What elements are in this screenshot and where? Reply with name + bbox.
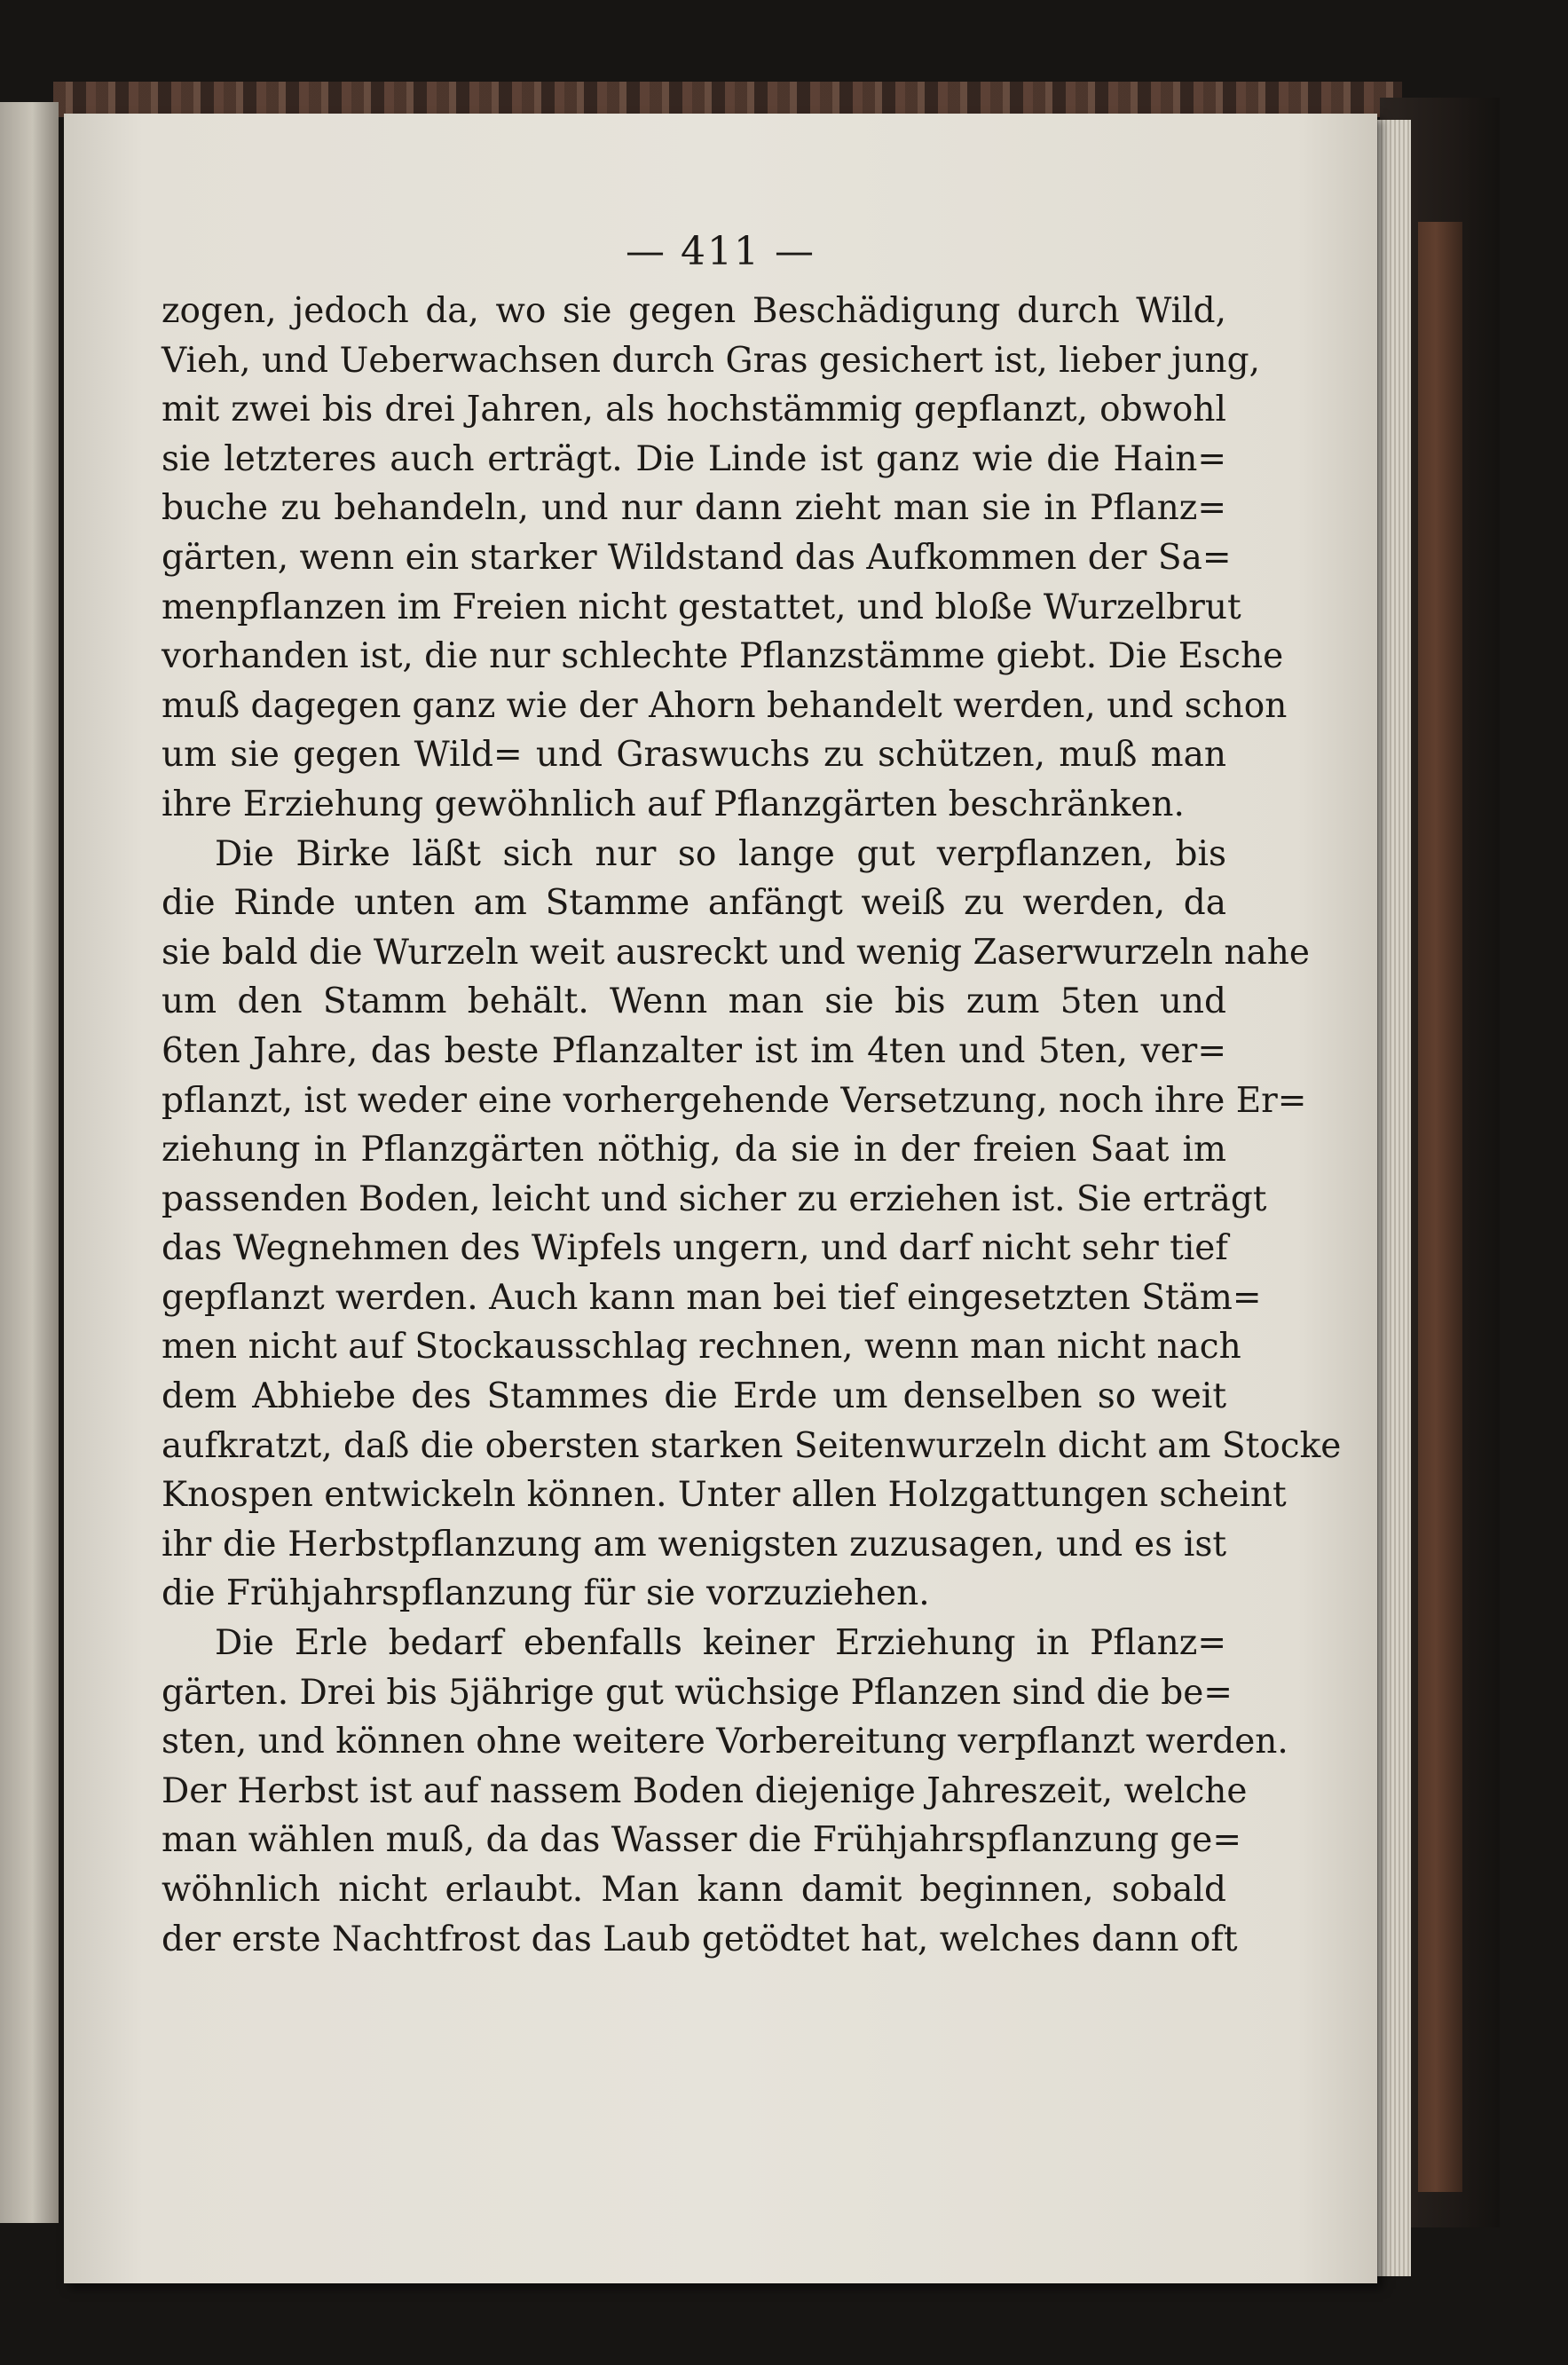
- text-line: gärten, wenn ein starker Wildstand das Aufkommen der Sa=: [162, 537, 1232, 578]
- text-line: um sie gegen Wild= und Graswuchs zu schützen, muß man: [162, 735, 1226, 776]
- text-line: aufkratzt, daß die obersten starken Seitenwurzeln dicht am Stocke: [162, 1425, 1342, 1466]
- paragraph: [162, 287, 1288, 830]
- paragraph: [162, 1619, 1288, 1964]
- text-line: Die Birke läßt sich nur so lange gut verpflanzen, bis: [215, 833, 1226, 874]
- text-line: wöhnlich nicht erlaubt. Man kann damit beginnen, sobald: [162, 1870, 1226, 1910]
- text-line: dem Abhiebe des Stammes die Erde um denselben so weit: [162, 1376, 1226, 1417]
- text-line: sten, und können ohne weitere Vorbereitung verpflanzt werden.: [162, 1722, 1288, 1762]
- book-top-edge: [53, 82, 1402, 117]
- left-page-sliver: [0, 102, 59, 2223]
- page-number: — 411 —: [626, 229, 816, 274]
- paragraph: [162, 830, 1342, 1620]
- text-line: men nicht auf Stockausschlag rechnen, wenn man nicht nach: [162, 1327, 1241, 1368]
- text-line: die Rinde unten am Stamme anfängt weiß zu werden, da: [162, 883, 1226, 924]
- page-block-edges: [1374, 120, 1411, 2276]
- text-line: gepflanzt werden. Auch kann man bei tief eingesetzten Stäm=: [162, 1277, 1262, 1318]
- text-line: Vieh, und Ueberwachsen durch Gras gesichert ist, lieber jung,: [162, 340, 1260, 381]
- text-line: man wählen muß, da das Wasser die Frühjahrspflanzung ge=: [162, 1820, 1242, 1861]
- text-line: buche zu behandeln, und nur dann zieht man sie in Pflanz=: [162, 488, 1226, 529]
- text-line: das Wegnehmen des Wipfels ungern, und darf nicht sehr tief: [162, 1228, 1228, 1269]
- text-line: pflanzt, ist weder eine vorhergehende Versetzung, noch ihre Er=: [162, 1080, 1307, 1121]
- cover-leather-edge: [1418, 222, 1462, 2192]
- text-line: sie bald die Wurzeln weit ausreckt und wenig Zaserwurzeln nahe: [162, 932, 1310, 973]
- text-line: der erste Nachtfrost das Laub getödtet hat, welches dann oft: [162, 1919, 1238, 1959]
- text-line: ihr die Herbstpflanzung am wenigsten zuzusagen, und es ist: [162, 1524, 1226, 1565]
- text-line: passenden Boden, leicht und sicher zu erziehen ist. Sie erträgt: [162, 1179, 1267, 1219]
- text-line: menpflanzen im Freien nicht gestattet, und bloße Wurzelbrut: [162, 587, 1241, 627]
- text-line: die Frühjahrspflanzung für sie vorzuziehen.: [162, 1573, 930, 1614]
- text-line: mit zwei bis drei Jahren, als hochstämmig gepflanzt, obwohl: [162, 390, 1226, 430]
- text-line: um den Stamm behält. Wenn man sie bis zum 5ten und: [162, 981, 1226, 1022]
- page-body: [162, 287, 1342, 1964]
- text-line: vorhanden ist, die nur schlechte Pflanzstämme giebt. Die Esche: [162, 636, 1284, 677]
- text-line: Knospen entwickeln können. Unter allen Holzgattungen scheint: [162, 1475, 1287, 1516]
- text-line: muß dagegen ganz wie der Ahorn behandelt werden, und schon: [162, 685, 1288, 726]
- text-line: zogen, jedoch da, wo sie gegen Beschädigung durch Wild,: [162, 291, 1226, 331]
- text-line: ihre Erziehung gewöhnlich auf Pflanzgärten beschränken.: [162, 784, 1185, 824]
- text-line: 6ten Jahre, das beste Pflanzalter ist im 4ten und 5ten, ver=: [162, 1030, 1226, 1071]
- text-line: sie letzteres auch erträgt. Die Linde ist ganz wie die Hain=: [162, 438, 1226, 479]
- text-line: Der Herbst ist auf nassem Boden diejenige Jahreszeit, welche: [162, 1770, 1248, 1811]
- text-line: ziehung in Pflanzgärten nöthig, da sie in der freien Saat im: [162, 1130, 1226, 1171]
- text-line: gärten. Drei bis 5jährige gut wüchsige Pflanzen sind die be=: [162, 1672, 1233, 1713]
- book-page: [64, 114, 1377, 2283]
- text-line: Die Erle bedarf ebenfalls keiner Erziehung in Pflanz=: [215, 1623, 1226, 1664]
